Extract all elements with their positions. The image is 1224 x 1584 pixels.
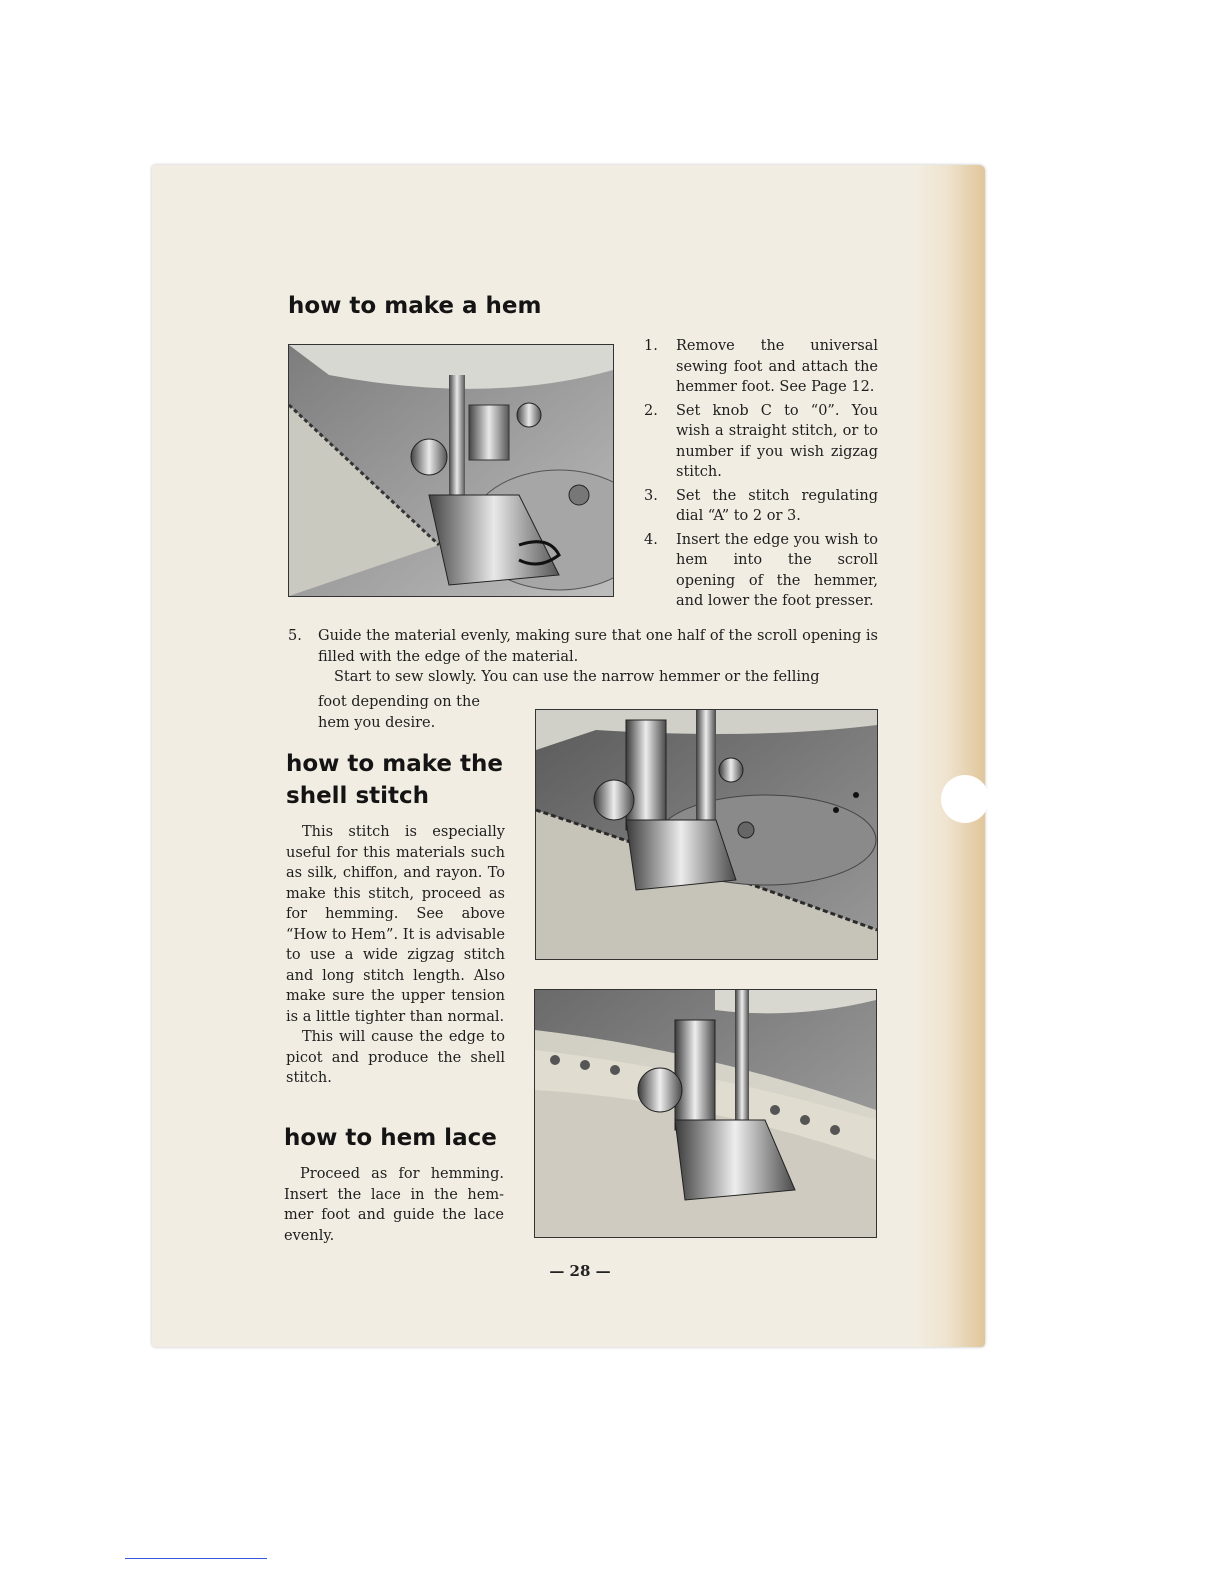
hem-step-3	[644, 486, 878, 527]
page-tear	[941, 775, 989, 823]
lace-paragraph: Proceed as for hemming. Insert the lace in the hem-mer foot and guide the lace evenly.	[284, 1166, 504, 1244]
step-text: Set the stitch regulating dial “A” to 2 or 3.	[676, 487, 878, 524]
step-text: Guide the material evenly, making sure that one half of the scroll opening is filled with the edge of the material.	[318, 628, 878, 665]
step-number: 2.	[644, 402, 658, 419]
hem-step-2	[644, 401, 878, 483]
hem-step-4	[644, 530, 878, 612]
hem-heading: how to make a hem	[288, 293, 542, 319]
shell-stitch-photo	[535, 709, 878, 960]
footer-rule	[125, 1558, 267, 1559]
hem-step-1	[644, 336, 878, 398]
page-number: — 28 —	[549, 1262, 611, 1280]
lace-heading: how to hem lace	[284, 1125, 497, 1151]
step-number: 5.	[288, 628, 302, 644]
lace-hemming-photo	[534, 989, 877, 1238]
step-continued-text: Start to sew slowly. You can use the narrow hemmer or the felling	[334, 669, 820, 685]
shell-text	[286, 822, 505, 1089]
step-number: 4.	[644, 531, 658, 548]
shell-paragraph-2: This will cause the edge to picot and produce the shell stitch.	[286, 1029, 505, 1086]
step-number: 1.	[644, 338, 658, 354]
hem-step-5	[288, 626, 878, 688]
shell-heading-line1: how to make the	[286, 751, 503, 777]
hemmer-foot-photo	[288, 344, 614, 597]
shell-paragraph-1: This stitch is especially useful for this materials such as silk, chiffon, and rayon. To make this stitch, proceed as for hemming. See above “How to Hem”. It is advisable to use a wide zigzag stitch and long stitch length. Also make sure the upper tension is a little tighter than normal.	[286, 824, 505, 1025]
shell-heading	[286, 748, 503, 812]
hem-step-5-end: foot depending on the hem you desire.	[318, 694, 480, 731]
step-text: Set knob C to “0”. You wish a straight stitch, or to number if you wish zigzag stitch.	[676, 402, 878, 480]
step-text: Remove the universal sewing foot and attach the hemmer foot. See Page 12.	[676, 338, 878, 395]
shell-heading-line2: shell stitch	[286, 783, 430, 809]
step-number: 3.	[644, 487, 658, 504]
lace-text	[284, 1164, 504, 1246]
hem-steps	[644, 336, 878, 615]
step-text: Insert the edge you wish to hem into the scroll opening of the hemmer, and lower the foot presser.	[676, 531, 878, 609]
paper-stain	[915, 165, 985, 1347]
